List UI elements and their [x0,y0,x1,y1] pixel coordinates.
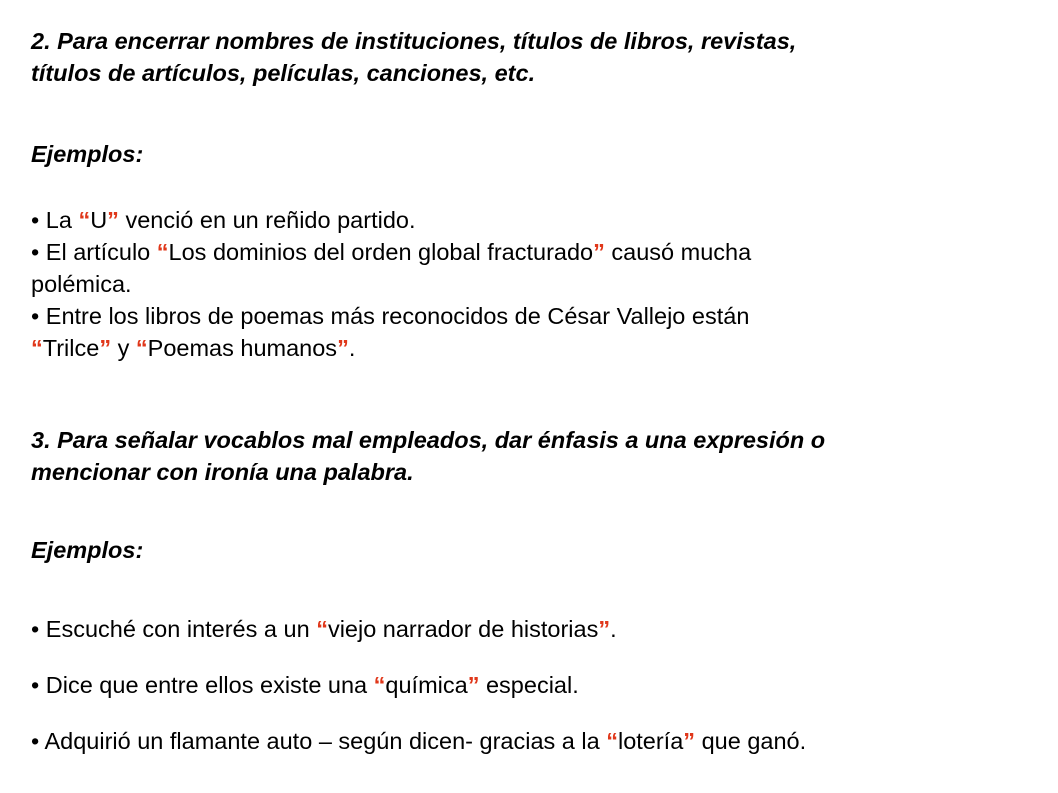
item-text: Entre los libros de poemas más reconocidos de César Vallejo están [39,303,750,329]
bullet: • [31,207,40,233]
heading-line: títulos de artículos, películas, canciones, etc. [31,60,536,86]
bullet: • [31,616,40,642]
open-quote: “ [31,335,43,361]
quoted-word: Los dominios del orden global fracturado [168,239,594,265]
quoted-word: química [385,672,468,698]
item-text: y [111,335,136,361]
item-text: especial. [479,672,579,698]
section-3-heading [31,424,825,488]
item-text: . [348,335,356,361]
quoted-word: Trilce [42,335,100,361]
heading-line: 2. Para encerrar nombres de instituciones, títulos de libros, revistas, [31,28,797,54]
section-2-examples-label: Ejemplos: [31,141,144,167]
item-text: La [39,207,79,233]
list-item [31,725,806,757]
list-item [31,613,806,645]
quoted-word: viejo narrador de historias [327,616,599,642]
bullet: • [31,728,40,754]
heading-line: 3. Para señalar vocablos mal empleados, dar énfasis a una expresión o [31,427,826,453]
item-text: Dice que entre ellos existe una [39,672,374,698]
close-quote: ” [107,207,119,233]
item-text: Adquirió un flamante auto – según dicen- gracias a la [39,728,607,754]
list-item [31,236,751,300]
item-text: Escuché con interés a un [39,616,317,642]
quoted-word: U [90,207,108,233]
close-quote: ” [593,239,605,265]
open-quote: “ [606,728,618,754]
item-text: venció en un reñido partido. [118,207,416,233]
section-2-examples-list [31,204,751,364]
bullet: • [31,303,40,329]
bullet: • [31,672,40,698]
close-quote: ” [99,335,112,361]
quoted-word: Poemas humanos [147,335,338,361]
item-text: que ganó. [695,728,807,754]
section-2-heading [31,25,796,89]
open-quote: “ [373,672,386,698]
open-quote: “ [316,616,328,642]
item-text: El artículo [39,239,157,265]
close-quote: ” [683,728,696,754]
list-item [31,204,751,236]
section-3-examples-list [31,613,806,781]
heading-line: mencionar con ironía una palabra. [31,459,414,485]
open-quote: “ [78,207,91,233]
list-item [31,300,751,364]
open-quote: “ [156,239,169,265]
quoted-word: lotería [617,728,684,754]
close-quote: ” [337,335,349,361]
bullet: • [31,239,40,265]
item-text: polémica. [31,271,132,297]
item-text: . [610,616,617,642]
section-3-examples-label: Ejemplos: [31,537,144,563]
close-quote: ” [467,672,480,698]
open-quote: “ [135,335,148,361]
close-quote: ” [598,616,611,642]
list-item [31,669,806,701]
item-text: causó mucha [604,239,752,265]
